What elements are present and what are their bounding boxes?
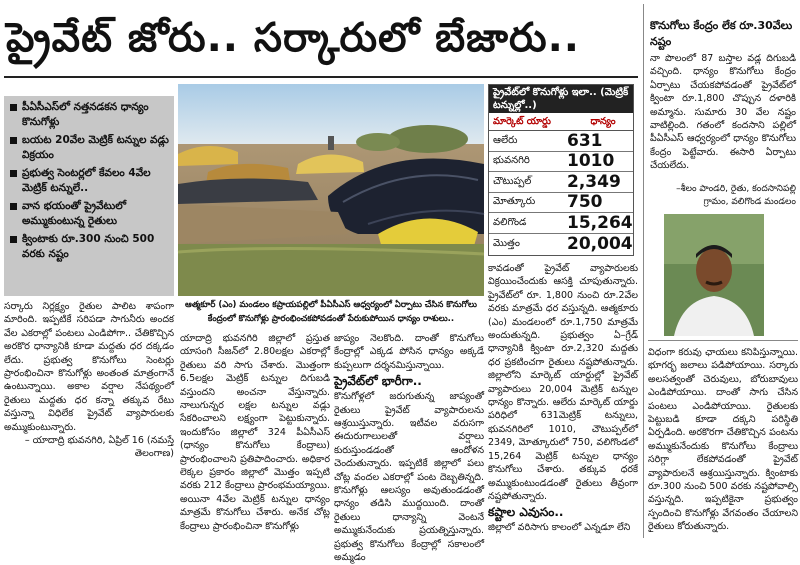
table-header: మార్కెట్ యార్డు ధాన్యం bbox=[489, 113, 633, 131]
body-paragraph: జిల్లాలో వరిసాగు కాలంలో ఎన్నడూ లేని bbox=[488, 522, 631, 534]
body-paragraph: కొనుగోళ్లలో జరుగుతున్న జాప్యంతో రైతులు ప్రైవేట్ వ్యాపారులను ఆశ్రయిస్తున్నారు. ఇటీవల వరుసగా ఈదురుగాలులతో వర్షాలు కురుస్తుండడంతో ఆందోళన చెందుతున్నారు. ఇప్పటికే జిల్లాలో పలు చోట్ల వందల ఎకరాల్లో పంట దెబ్బతిన్నది. కొనుగోళ్లు ఆలస్యం అవుతుండడంతో ధాన్యం తడిసి ముద్దయింది. దాంతో రైతులు ధాన్యాన్ని వెంటనే అమ్ముకునేందుకు ప్రయత్నిస్తున్నారు. ప్రభుత్వ కొనుగోలు కేంద్రాల్లో సకాలంలో అమ్మడం bbox=[334, 391, 484, 564]
farmer-portrait bbox=[664, 214, 764, 336]
table-row: వలిగొండ 15,264 bbox=[489, 213, 633, 234]
highlight-item: వాన భయంతో ప్రైవేటులో అమ్ముకుంటున్న రైతులు bbox=[10, 199, 170, 229]
body-paragraph: జాప్యం నెలకొంది. దాంతో కొనుగోలు కేంద్రాల్లో ఎక్కడ పోసిన ధాన్యం అక్కడే కుప్పలుగా దర్శనమిస్తున్నాయి. bbox=[334, 333, 484, 371]
grain-heap-photo bbox=[178, 84, 484, 296]
table-row: చౌటుప్పల్ 2,349 bbox=[489, 172, 633, 193]
subheading: ప్రైవేట్‌లో భారీగా.. bbox=[334, 374, 422, 389]
article-column-4 bbox=[488, 262, 638, 538]
sidebar-quote: నా పొలంలో 87 బస్తాల వడ్ల దిగుబడి వచ్చింది. ధాన్యం కొనుగోలు కేంద్రం ఏర్పాటు చేయకపోవడంతో ప్రైవేట్‌లో క్వింటా రూ.1,800 చొప్పున దళారికి అమ్మాను. సుమారు 30 వేల నష్టం వాటిల్లింది. గతంలో కందసాని పల్లిలో పీఏసీఎస్ ఆధ్వర్యంలో ధాన్యం కొనుగోలు కేంద్రం పెట్టేవారు. ఈసారి ఏర్పాటు చేయలేదు. bbox=[650, 53, 796, 172]
headline: ప్రైవేట్ జోరు.. సర్కారులో బేజారు.. bbox=[6, 15, 580, 61]
subheading: కష్టాల ఎవుసం.. bbox=[488, 505, 564, 520]
article-column-1 bbox=[4, 300, 174, 536]
sidebar-title: కొనుగోలు కేంద్రం లేక రూ.30వేలు నష్టం bbox=[650, 19, 793, 48]
table-row: మోత్కూరు 750 bbox=[489, 193, 633, 214]
highlights-box bbox=[4, 96, 174, 296]
table-row: మొత్తం 20,004 bbox=[493, 233, 633, 254]
headline-rule bbox=[4, 76, 638, 78]
sidebar-divider bbox=[643, 4, 644, 538]
article-column-3 bbox=[334, 332, 484, 564]
dateline: – యాదాద్రి భువనగిరి, ఏప్రిల్ 16 (నమస్తే తెలంగాణ) bbox=[24, 435, 174, 460]
purchase-table bbox=[488, 84, 634, 256]
body-paragraph: సర్కారు నిర్లక్ష్యం రైతుల పాలిట శాపంగా మారింది. ఇప్పటికే సరిపడా సాగునీరు అందక వేల ఎకరాల్లో పంటలు ఎండిపోగా.. చేతికొచ్చిన అరకొర ధాన్యానికి కూడా మద్దతు ధర దక్కడం లేదు. ప్రభుత్వ కొనుగోలు సెంటర్లు ప్రారంభించినా కొనుగోళ్లు అంతంత మాత్రంగానే ఉంటున్నాయి. అకాల వర్షాల నేపథ్యంలో రైతులు మద్దతు ధర కన్నా తక్కువ రేటు వస్తున్నా విధిలేక ప్రైవేట్ వ్యాపారులకు అమ్ముకుంటున్నారు. bbox=[4, 301, 174, 433]
article-column-5 bbox=[648, 346, 798, 538]
photo-caption: ఆత్మకూర్ (ఎం) మండలం కప్రాయపల్లిలో పీఏసీఎస్ ఆధ్వర్యంలో ఏర్పాటు చేసిన కొనుగోలు కేంద్రంలో కొనుగోళ్లు ప్రారంభించకపోవడంతో పేరుకుపోయిన ధాన్యం రాశులు.. bbox=[185, 300, 477, 324]
body-paragraph: విధంగా కరువు ఛాయలు కనిపిస్తున్నాయి. భూగర్భ జలాలు పడిపోయాయి. సర్కారు అలసత్వంతో చెరువులు, బోరుబావులు ఎండిపోయాయి. దాంతో సాగు చేసిన పంటలు ఎండిపోయాయి. రైతులకు పెట్టుబడి కూడా దక్కని పరిస్థితి ఏర్పడింది. అరకొరగా చేతికొచ్చిన పంటను అమ్ముకునేందుకు కొనుగోలు కేంద్రాలు సరిగ్గా లేకపోవడంతో ప్రైవేట్ వ్యాపారులనే ఆశ్రయిస్తున్నారు. క్వింటాకు రూ.300 నుంచి 500 వరకు నష్టపోవాల్సి వస్తున్నది. ఇప్పటికైనా ప్రభుత్వం స్పందించి కొనుగోళ్లు వేగవంతం చేయాలని రైతులు కోరుతున్నారు. bbox=[648, 347, 798, 533]
body-paragraph: కావడంతో ప్రైవేట్ వ్యాపారులకు విక్రయించేందుకు ఆసక్తి చూపుతున్నారు. ప్రైవేట్‌లో రూ. 1,800 నుంచి రూ.2వేల వరకు మాత్రమే ధర వస్తున్నది. ఆత్మకూరు (ఎం) మండలంలో రూ.1,750 మాత్రమే అందుతున్నది. ప్రభుత్వం ఏ–గ్రేడ్ ధాన్యానికి క్వింటా రూ.2,320 మద్దతు ధర ప్రకటించగా రైతులు నష్టపోతున్నారు. జిల్లాలోని మార్కెట్ యార్డుల్లో ప్రైవేట్ వ్యాపారులు 20,004 మెట్రిక్ టన్నుల ధాన్యం కొన్నారు. ఆలేరు మార్కెట్ యార్డు పరిధిలో 631మెట్రిక్ టన్నులు, భువనగిరిలో 1010, చౌటుప్పల్‌లో 2349, మోత్కూరులో 750, వలిగొండలో 15,264 మెట్రిక్ టన్నుల ధాన్యం కొనుగోలు చేశారు. తక్కువ ధరకే అమ్ముకుంటుండడంతో రైతులు తీవ్రంగా నష్టపోతున్నారు. bbox=[488, 263, 638, 502]
highlight-item: పీఏసీఎస్‌లో నత్తనడకన ధాన్యం కొనుగోళ్లు bbox=[10, 100, 170, 130]
article-column-2 bbox=[180, 332, 330, 538]
sidebar-signature: –శీలం పాండరి, రైతు, కందసానిపల్లి గ్రామం, వలిగొండ మండలం bbox=[676, 184, 796, 207]
sidebar-bottom-rule bbox=[648, 340, 798, 341]
highlight-item: క్వింటాకు రూ.300 నుంచి 500 వరకు నష్టం bbox=[10, 232, 170, 262]
table-row: భువనగిరి 1010 bbox=[489, 152, 633, 173]
highlight-item: ప్రభుత్వ సెంటర్లలో కేవలం 4వేల మెట్రిక్ టన్నులే.. bbox=[10, 166, 170, 196]
body-paragraph: యాదాద్రి భువనగిరి జిల్లాలో ప్రస్తుత యాసంగి సీజన్‌లో 2.80లక్షల ఎకరాల్లో రైతులు వరి సాగు చేశారు. మొత్తంగా 6.5లక్షల మెట్రిక్ టన్నుల దిగుబడి వస్తుందని అంచనా వేస్తున్నారు. నాలుగున్నర లక్షల టన్నుల వడ్లు సేకరించాలని లక్ష్యంగా పెట్టుకున్నారు. ఇందుకోసం జిల్లాలో 324 పీఏసీఎస్ (ధాన్యం కొనుగోలు కేంద్రాలు) ప్రారంభించాలని ప్రతిపాదించారు. అధికార లెక్కల ప్రకారం జిల్లాలో మొత్తం ఇప్పటి వరకు 212 కేంద్రాలు ప్రారంభమయ్యాయి. అయినా 4వేల మెట్రిక్ టన్నుల ధాన్యం మాత్రమే కొనుగోలు చేశారు. అనేక చోట్ల కేంద్రాలు ప్రారంభించినా కొనుగోళ్లు bbox=[180, 333, 330, 532]
table-row: ఆలేరు 631 bbox=[489, 131, 633, 152]
table-title: ప్రైవేట్‌లో కొనుగోళ్లు ఇలా.. (మెట్రిక్ టన్నుల్లో..) bbox=[489, 85, 633, 113]
highlight-item: బయట 20వేల మెట్రిక్ టన్నుల వడ్లు విక్రయం bbox=[10, 133, 170, 163]
